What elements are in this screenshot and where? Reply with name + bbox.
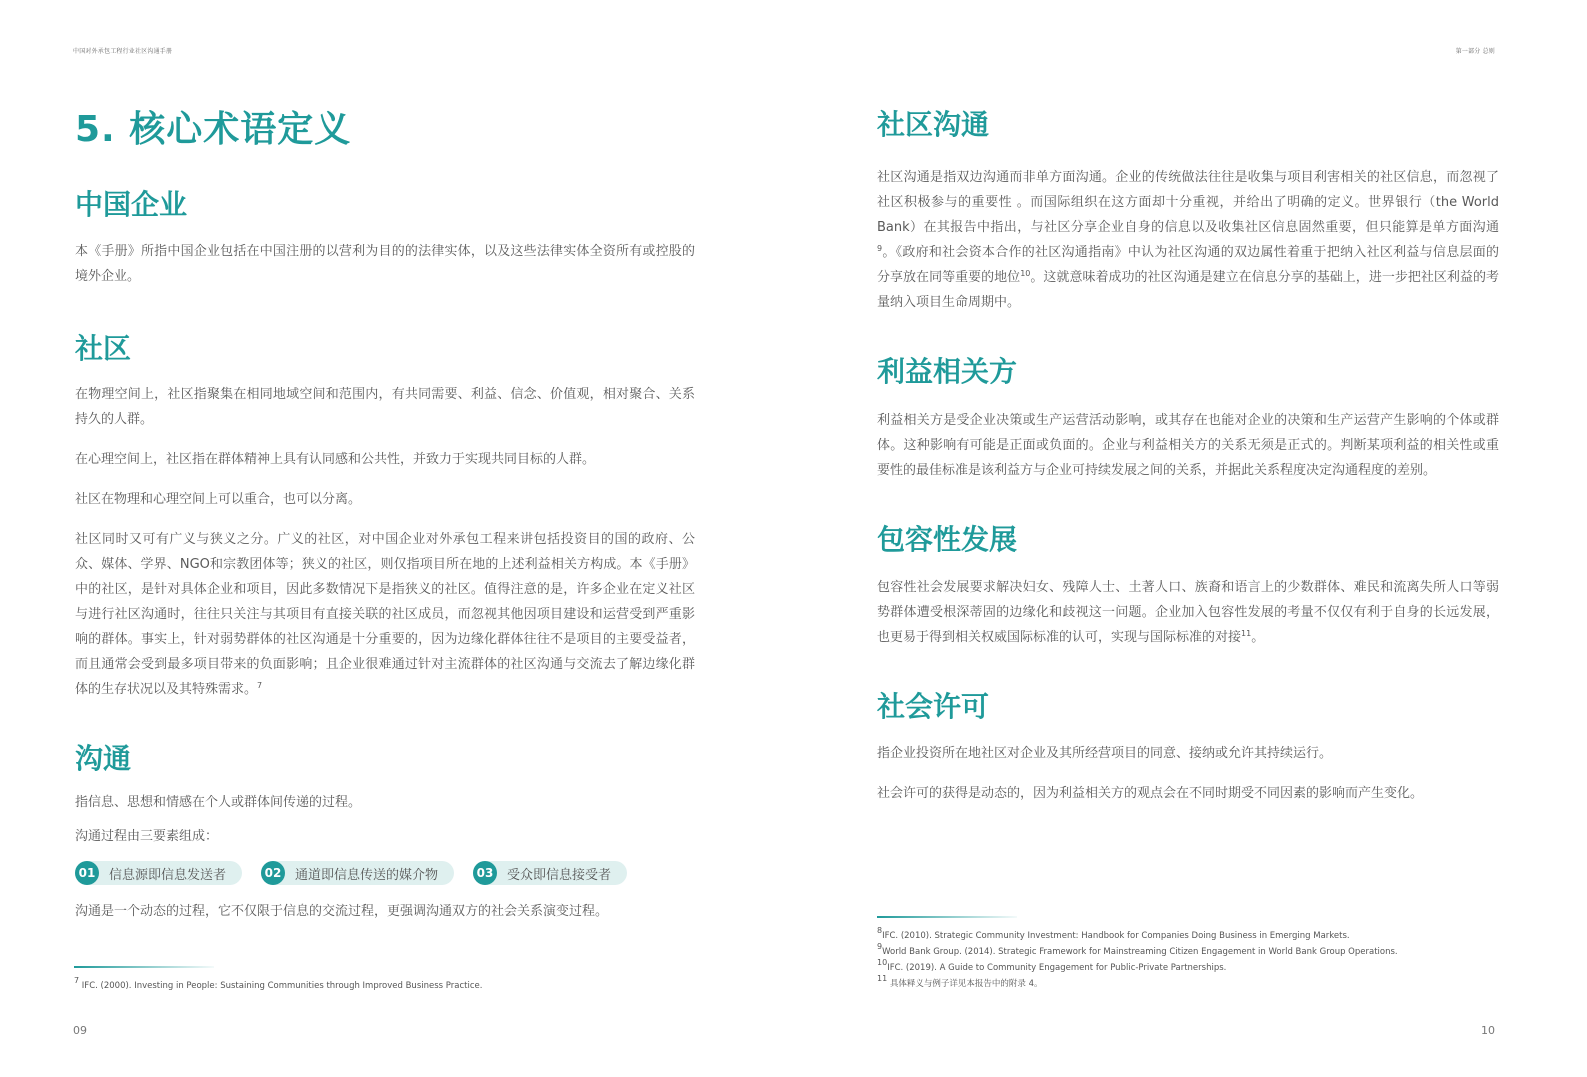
chip-number: 01 [75,861,99,885]
paragraph: 利益相关方是受企业决策或生产运营活动影响，或其存在也能对企业的决策和生产运营产生影响的个体或群体。这种影响有可能是正面或负面的。企业与利益相关方的关系无须是正式的。判断某项利益的相关性或重要性的最佳标准是该利益方与企业可持续发展之间的关系，并据此关系程度决定沟通程度的差别。 [877,413,1499,478]
paragraph: 指企业投资所在地社区对企业及其所经营项目的同意、接纳或允许其持续运行。 [877,746,1333,761]
paragraph-text: 。《政府和社会资本合作的社区沟通指南》中认为社区沟通的双边属性着重于把纳入社区利益与信息层面的分享放在同等重要的地位 [877,245,1499,285]
footnote-number: 11 [877,974,888,983]
paragraph-text: 。 [1251,630,1265,645]
element-chip [75,861,242,885]
paragraph-text: 社区沟通是指双边沟通而非单方面沟通。企业的传统做法往往是收集与项目利害相关的社区信息，而忽视了社区积极参与的重要性 。而国际组织在这方面却十分重视，并给出了明确的定义。世界银行（the World Bank）在其报告中指出，与社区分享企业自身的信息以及收集社区信息固然重要，但只能算是单方面沟通 [877,170,1499,235]
footnotes [877,928,1517,992]
footnote [74,978,714,994]
element-chip [473,861,627,885]
footnote-number: 10 [877,958,888,967]
footnote-ref: 7 [257,681,263,690]
paragraph: 本《手册》所指中国企业包括在中国注册的以营利为目的的法律实体，以及这些法律实体全资所有或控股的境外企业。 [75,244,695,284]
footnote-divider [74,966,214,968]
paragraph: 在物理空间上，社区指聚集在相同地域空间和范围内，有共同需要、利益、信念、价值观，相对聚合、关系持久的人群。 [75,387,695,427]
right-page [793,0,1587,1077]
footnote-text: IFC. (2010). Strategic Community Investment: Handbook for Companies Doing Business in Emerging Markets. [882,931,1350,941]
paragraph: 指信息、思想和情感在个人或群体间传递的过程。 [75,795,362,810]
footnote [877,960,1517,976]
running-head: 中国对外承包工程行业社区沟通手册 [73,48,173,55]
page-number: 10 [1481,1024,1495,1037]
heading-community: 社区 [75,332,132,365]
paragraph: 沟通是一个动态的过程，它不仅限于信息的交流过程，更强调沟通双方的社会关系演变过程。 [75,904,609,919]
chip-label: 通道即信息传送的媒介物 [295,867,439,883]
chip-number: 02 [261,861,285,885]
footnote [877,928,1517,944]
heading-inclusive-development: 包容性发展 [877,523,1018,556]
paragraph-text: 社区同时又可有广义与狭义之分。广义的社区，对中国企业对外承包工程来讲包括投资目的国的政府、公众、媒体、学界、NGO和宗教团体等；狭义的社区，则仅指项目所在地的上述利益相关方构成。本《手册》中的社区，是针对具体企业和项目，因此多数情况下是指狭义的社区。值得注意的是，许多企业在定义社区与进行社区沟通时，往往只关注与其项目有直接关联的社区成员，而忽视其他因项目建设和运营受到严重影响的群体。事实上，针对弱势群体的社区沟通是十分重要的，因为边缘化群体往往不是项目的主要受益者，而且通常会受到最多项目带来的负面影响；且企业很难通过针对主流群体的社区沟通与交流去了解边缘化群体的生存状况以及其特殊需求。 [75,532,695,697]
heading-social-license: 社会许可 [877,690,990,723]
heading-community-communication: 社区沟通 [877,108,990,141]
footnote-ref: 11 [1241,629,1252,638]
paragraph [877,165,1499,315]
footnote-number: 9 [877,942,883,951]
communication-elements [75,861,695,885]
paragraph: 沟通过程由三要素组成： [75,829,219,844]
heading-chinese-enterprise: 中国企业 [75,188,188,221]
paragraph: 在心理空间上，社区指在群体精神上具有认同感和公共性，并致力于实现共同目标的人群。 [75,452,596,467]
right-column [877,106,1499,806]
page-title: 5. 核心术语定义 [75,109,352,150]
left-column [75,108,695,924]
heading-stakeholders: 利益相关方 [877,355,1018,388]
footnote-number: 8 [877,926,883,935]
footnote-text: 具体释义与例子详见本报告中的附录 4。 [887,979,1043,989]
page-number: 09 [73,1024,87,1037]
footnote-text: World Bank Group. (2014). Strategic Framework for Mainstreaming Citizen Engagement in World Bank Group Operations. [882,947,1398,957]
footnote-number: 7 [74,976,80,985]
running-head: 第一部分 总则 [1455,48,1495,55]
chip-number: 03 [473,861,497,885]
chip-label: 信息源即信息发送者 [109,867,227,883]
footnotes [74,978,714,994]
footnote-text: IFC. (2000). Investing in People: Sustaining Communities through Improved Business Practice. [79,981,483,991]
heading-communication: 沟通 [75,742,132,775]
paragraph-text: 包容性社会发展要求解决妇女、残障人士、土著人口、族裔和语言上的少数群体、难民和流离失所人口等弱势群体遭受根深蒂固的边缘化和歧视这一问题。企业加入包容性发展的考量不仅仅有利于自身的长远发展，也更易于得到相关权威国际标准的认可，实现与国际标准的对接 [877,580,1499,645]
footnote-text: IFC. (2019). A Guide to Community Engagement for Public-Private Partnerships. [887,963,1227,973]
paragraph [75,527,695,702]
footnote [877,976,1517,992]
footnote-ref: 10 [1020,269,1031,278]
left-page [0,0,793,1077]
footnote-ref: 9 [877,244,883,253]
element-chip [261,861,454,885]
footnote [877,944,1517,960]
chip-label: 受众即信息接受者 [507,867,612,883]
paragraph: 社区在物理和心理空间上可以重合，也可以分离。 [75,492,362,507]
paragraph [877,575,1499,650]
footnote-divider [877,916,1017,918]
paragraph: 社会许可的获得是动态的，因为利益相关方的观点会在不同时期受不同因素的影响而产生变化。 [877,786,1424,801]
paragraph-text: 。这就意味着成功的社区沟通是建立在信息分享的基础上，进一步把社区利益的考量纳入项目生命周期中。 [877,270,1499,310]
